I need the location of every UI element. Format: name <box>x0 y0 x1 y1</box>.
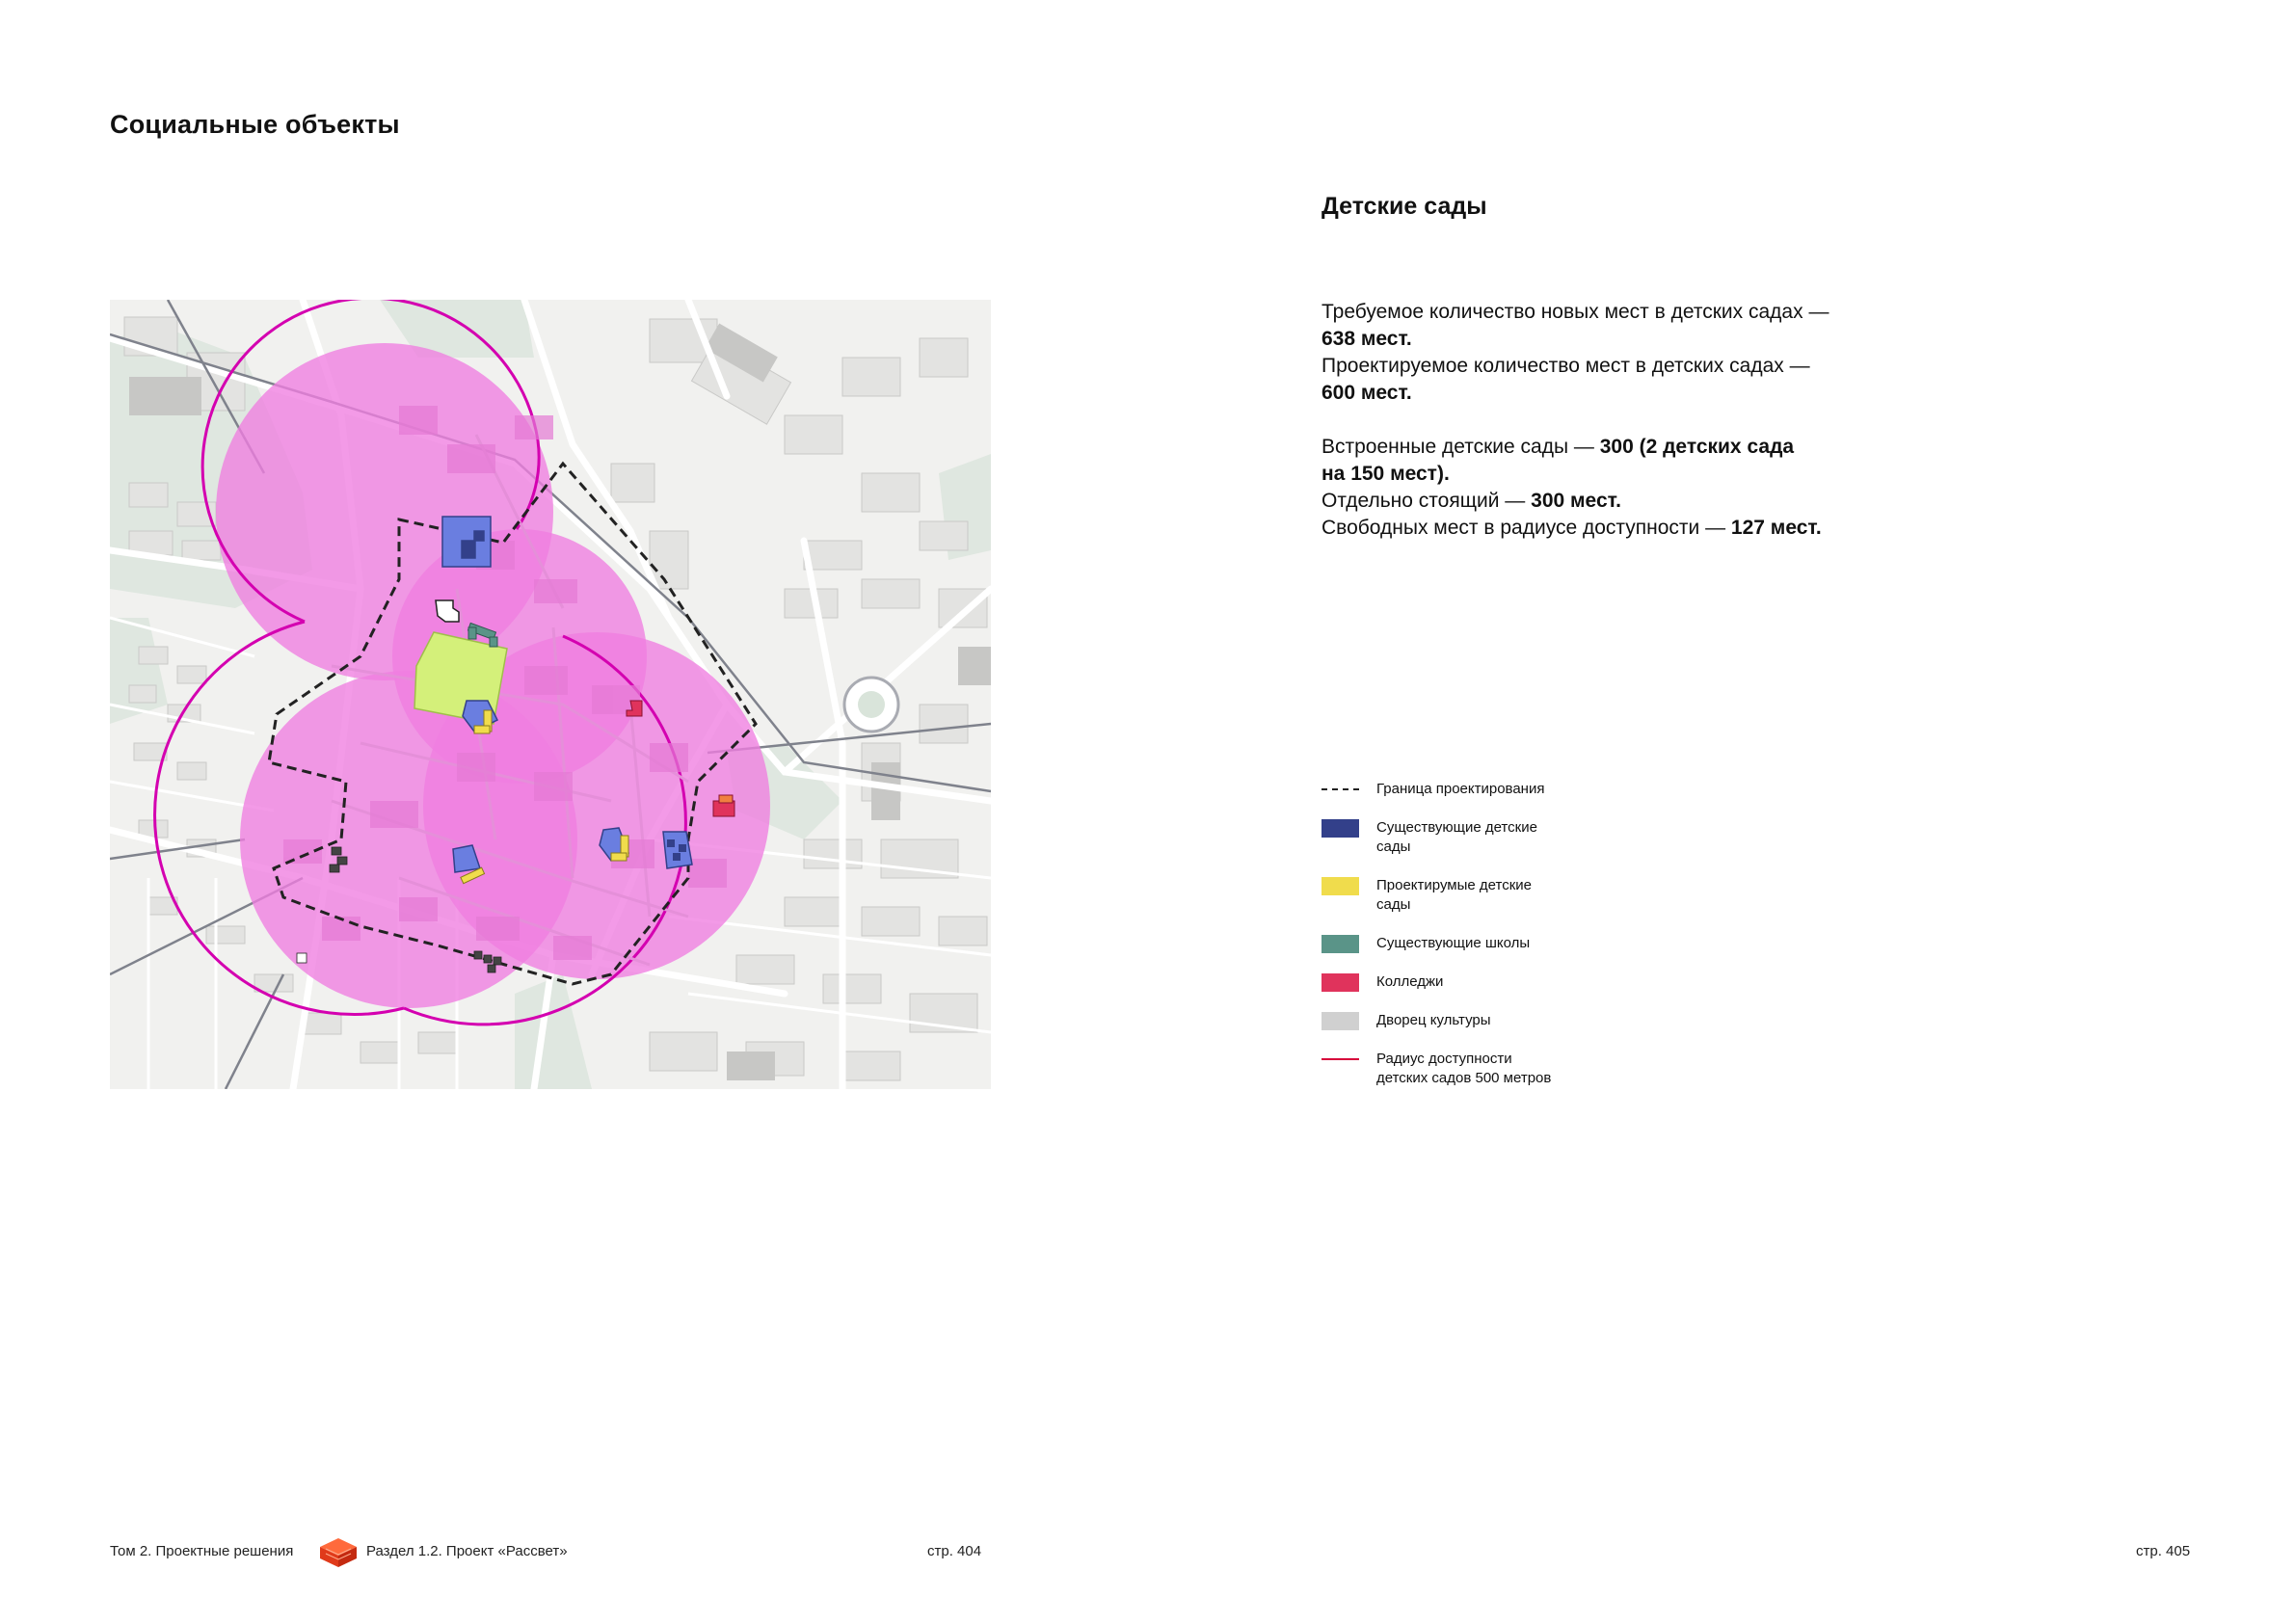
standalone-kindergarten: Отдельно стоящий — 300 мест. <box>1322 490 1621 512</box>
page-number-left: стр. 404 <box>927 1543 982 1559</box>
swatch-icon <box>1322 877 1359 895</box>
swatch-icon <box>1322 1012 1359 1030</box>
footer-section: Раздел 1.2. Проект «Рассвет» <box>366 1543 568 1559</box>
map-roundabout <box>844 678 898 732</box>
red-line-icon <box>1322 1058 1359 1060</box>
page-number-right: стр. 405 <box>2136 1543 2191 1559</box>
dashed-line-icon <box>1322 788 1359 790</box>
page-title: Социальные объекты <box>110 110 400 139</box>
projected-places-label: Проектируемое количество мест в детских садах — <box>1322 355 1810 377</box>
kindergarten-summary <box>1322 299 1900 542</box>
section-title: Детские сады <box>1322 193 1487 220</box>
required-places-label: Требуемое количество новых мест в детских садах — <box>1322 301 1829 323</box>
swatch-icon <box>1322 935 1359 953</box>
footer-volume: Том 2. Проектные решения <box>110 1543 294 1559</box>
swatch-icon <box>1322 819 1359 838</box>
free-places: Свободных мест в радиусе доступности — 127 мест. <box>1322 517 1822 539</box>
map-view[interactable] <box>110 300 991 1089</box>
projected-places-value: 600 мест. <box>1322 382 1412 404</box>
built-in-kindergartens: Встроенные детские сады — 300 (2 детских сада <box>1322 436 1795 458</box>
built-in-kindergartens-cont: на 150 мест). <box>1322 463 1450 485</box>
swatch-icon <box>1322 973 1359 992</box>
required-places-value: 638 мест. <box>1322 328 1412 350</box>
logo-icon <box>318 1536 359 1569</box>
